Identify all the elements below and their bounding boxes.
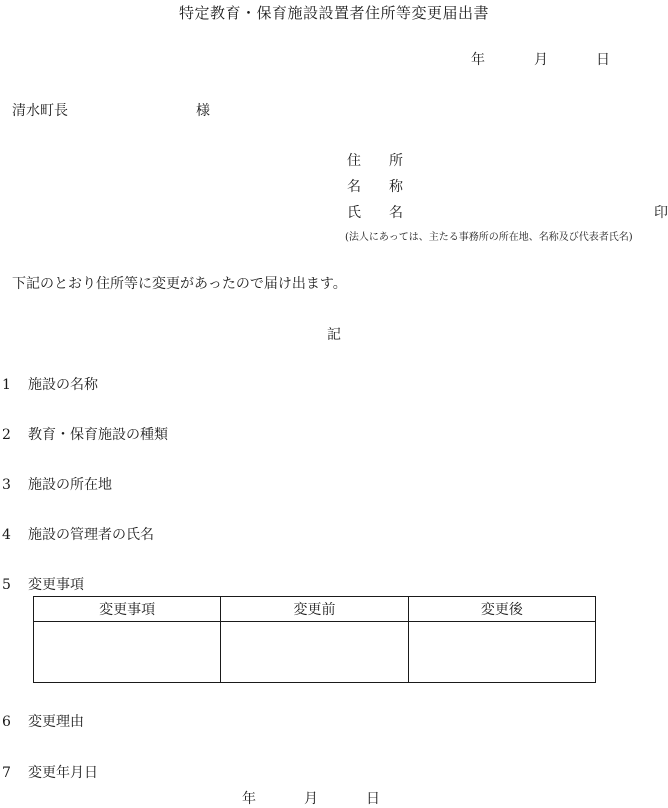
item-number: 4 — [2, 527, 11, 543]
item-number: 5 — [2, 577, 11, 593]
item-label: 変更年月日 — [28, 765, 98, 781]
form-title: 特定教育・保育施設設置者住所等変更届出書 — [178, 4, 489, 22]
item-facility-name — [2, 374, 98, 394]
ki-heading: 記 — [327, 327, 341, 343]
item-label: 変更理由 — [28, 714, 84, 730]
item-number: 7 — [2, 765, 11, 781]
item-number: 3 — [2, 477, 11, 493]
header-after-change: 変更後 — [408, 597, 595, 622]
item-label: 変更事項 — [28, 577, 84, 593]
submission-year-label: 年 — [471, 52, 485, 68]
submission-day-label: 日 — [596, 52, 610, 68]
item-facility-type — [2, 424, 168, 444]
header-change-matter: 変更事項 — [34, 597, 221, 622]
applicant-address-label: 住 所 — [347, 153, 403, 169]
seal-mark: 印 — [654, 205, 668, 221]
item-label: 教育・保育施設の種類 — [28, 427, 168, 443]
item-change-date — [2, 762, 98, 782]
item-label: 施設の管理者の氏名 — [28, 527, 154, 543]
item-facility-location — [2, 474, 112, 494]
change-matter-cell[interactable] — [34, 622, 221, 683]
change-month-label: 月 — [304, 791, 318, 807]
table-row — [34, 622, 596, 683]
item-label: 施設の名称 — [28, 377, 98, 393]
item-number: 2 — [2, 427, 11, 443]
applicant-note: (法人にあっては、主たる事務所の所在地、名称及び代表者氏名) — [345, 232, 633, 243]
change-year-label: 年 — [242, 791, 256, 807]
applicant-name-label: 名 称 — [347, 179, 403, 195]
item-manager-name — [2, 524, 154, 544]
addressee-name: 清水町長 — [12, 103, 68, 119]
item-number: 6 — [2, 714, 11, 730]
after-change-cell[interactable] — [408, 622, 595, 683]
intro-text: 下記のとおり住所等に変更があったので届け出ます。 — [12, 276, 347, 292]
changes-table — [33, 596, 596, 683]
addressee-honorific: 様 — [196, 103, 210, 119]
item-change-matters — [2, 574, 84, 594]
item-label: 施設の所在地 — [28, 477, 112, 493]
before-change-cell[interactable] — [221, 622, 408, 683]
change-day-label: 日 — [366, 791, 380, 807]
table-header-row — [34, 597, 596, 622]
applicant-person-label: 氏 名 — [347, 205, 403, 221]
header-before-change: 変更前 — [221, 597, 408, 622]
item-change-reason — [2, 711, 84, 731]
submission-month-label: 月 — [534, 52, 548, 68]
item-number: 1 — [2, 377, 11, 393]
